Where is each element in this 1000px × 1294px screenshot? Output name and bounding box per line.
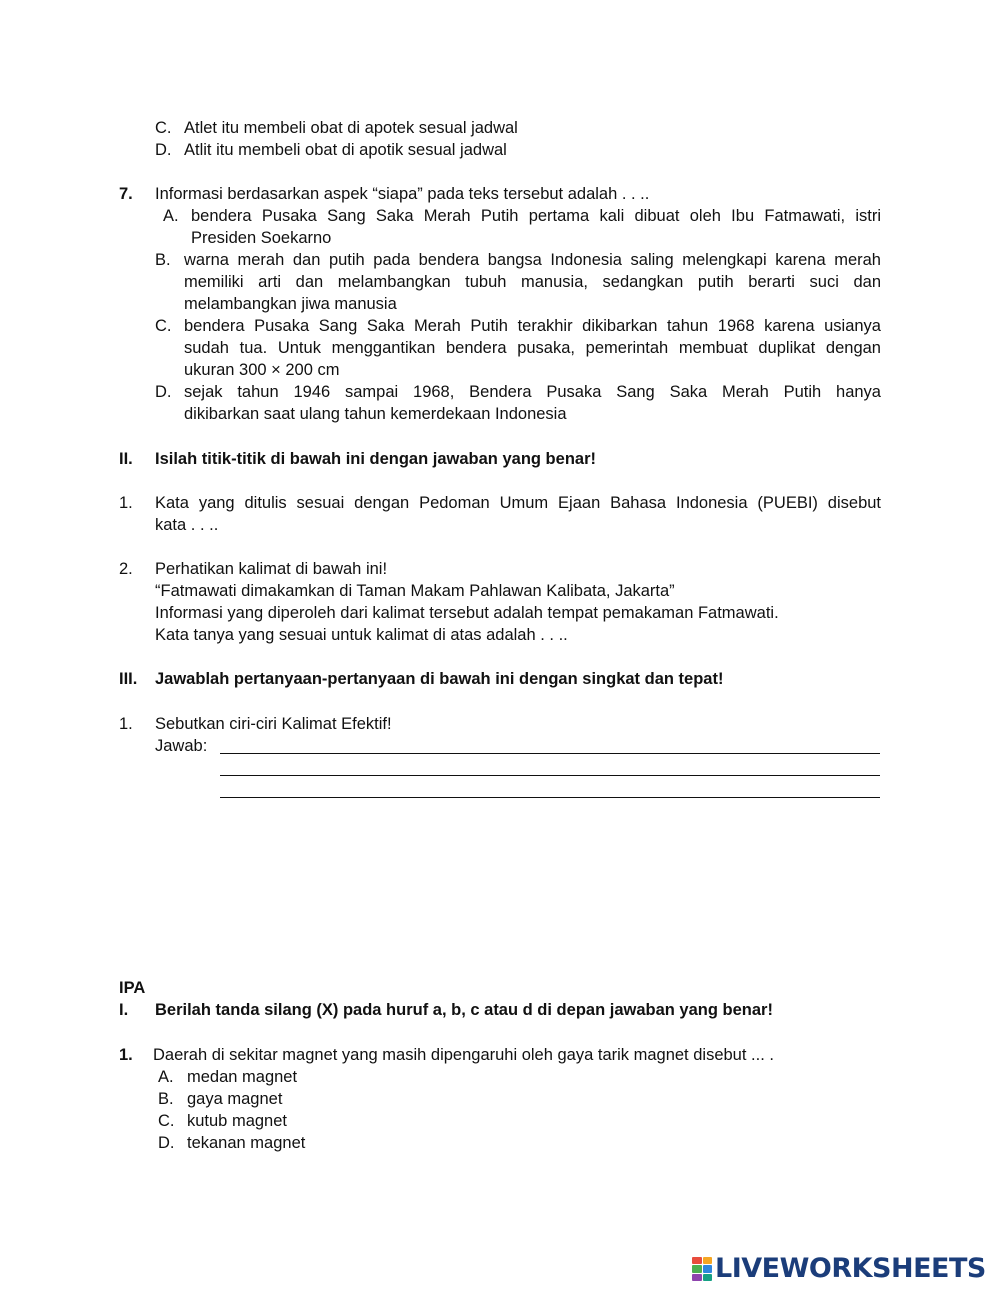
- item-line: “Fatmawati dimakamkan di Taman Makam Pahlawan Kalibata, Jakarta”: [155, 582, 675, 600]
- item-line: Kata tanya yang sesuai untuk kalimat di atas adalah . . ..: [155, 626, 568, 644]
- option-letter: B.: [158, 1090, 174, 1108]
- option-text: Atlet itu membeli obat di apotek sesual jadwal: [184, 119, 518, 137]
- ipa-option-b[interactable]: [0, 1088, 1000, 1110]
- question-number: 1.: [119, 1046, 133, 1064]
- option-line: ukuran 300 × 200 cm: [184, 361, 340, 379]
- section-numeral: III.: [119, 670, 138, 688]
- option-line: warna merah dan putih pada bendera bangsa Indonesia saling melengkapi karena merah: [184, 251, 881, 269]
- liveworksheets-logo[interactable]: [692, 1254, 992, 1284]
- section-numeral: I.: [119, 1001, 129, 1019]
- item-line: Kata yang ditulis sesuai dengan Pedoman Umum Ejaan Bahasa Indonesia (PUEBI) disebut: [155, 494, 881, 512]
- section-ii-heading: [0, 448, 1000, 470]
- option-letter: D.: [158, 1134, 175, 1152]
- option-letter: A.: [158, 1068, 174, 1086]
- option-text: medan magnet: [187, 1068, 298, 1086]
- option-text: gaya magnet: [187, 1090, 283, 1108]
- ipa-section-i-heading: [0, 999, 1000, 1021]
- option-letter: D.: [155, 141, 172, 159]
- item-number: 1.: [119, 494, 133, 512]
- option-text: tekanan magnet: [187, 1134, 306, 1152]
- option-letter: D.: [155, 383, 172, 401]
- ipa-option-d[interactable]: [0, 1132, 1000, 1154]
- question-7: [0, 183, 1000, 205]
- option-line: bendera Pusaka Sang Saka Merah Putih terakhir dikibarkan tahun 1968 karena usianya: [184, 317, 881, 335]
- option-line: memiliki arti dan melambangkan tubuh manusia, sedangkan putih berarti suci dan: [184, 273, 881, 291]
- ipa-question-1: [0, 1044, 1000, 1066]
- section-numeral: II.: [119, 450, 133, 468]
- question-number: 7.: [119, 185, 133, 203]
- subject-heading: IPA: [119, 979, 146, 997]
- item-text: Sebutkan ciri-ciri Kalimat Efektif!: [155, 715, 392, 733]
- item-number: 1.: [119, 715, 133, 733]
- ipa-option-a[interactable]: [0, 1066, 1000, 1088]
- item-number: 2.: [119, 560, 133, 578]
- option-letter: C.: [155, 317, 172, 335]
- option-line: dikibarkan saat ulang tahun kemerdekaan Indonesia: [184, 405, 567, 423]
- question-text: Informasi berdasarkan aspek “siapa” pada teks tersebut adalah . . ..: [155, 185, 650, 203]
- prev-option-d: [0, 139, 1000, 161]
- answer-line-2[interactable]: [220, 775, 880, 776]
- option-line: melambangkan jiwa manusia: [184, 295, 397, 313]
- option-line: sudah tua. Untuk menggantikan bendera pusaka, pemerintah membuat duplikat dengan: [184, 339, 881, 357]
- brand-name: LIVEWORKSHEETS: [715, 1253, 986, 1284]
- section-title: Isilah titik-titik di bawah ini dengan jawaban yang benar!: [155, 450, 596, 468]
- option-letter: B.: [155, 251, 171, 269]
- question-text: Daerah di sekitar magnet yang masih dipengaruhi oleh gaya tarik magnet disebut ... .: [153, 1046, 774, 1064]
- item-line: Informasi yang diperoleh dari kalimat tersebut adalah tempat pemakaman Fatmawati.: [155, 604, 779, 622]
- ipa-option-c[interactable]: [0, 1110, 1000, 1132]
- option-line: sejak tahun 1946 sampai 1968, Bendera Pusaka Sang Saka Merah Putih hanya: [184, 383, 881, 401]
- option-line: bendera Pusaka Sang Saka Merah Putih pertama kali dibuat oleh Ibu Fatmawati, istri: [191, 207, 881, 225]
- item-line: Perhatikan kalimat di bawah ini!: [155, 560, 388, 578]
- logo-grid-icon: [692, 1257, 712, 1281]
- option-line: Presiden Soekarno: [191, 229, 332, 247]
- answer-line-1[interactable]: [220, 753, 880, 754]
- option-letter: C.: [158, 1112, 175, 1130]
- section-title: Berilah tanda silang (X) pada huruf a, b, c atau d di depan jawaban yang benar!: [155, 1001, 773, 1019]
- section-iii-heading: [0, 668, 1000, 690]
- answer-line-3[interactable]: [220, 797, 880, 798]
- option-letter: C.: [155, 119, 172, 137]
- item-line: kata . . ..: [155, 516, 219, 534]
- option-letter: A.: [163, 207, 179, 225]
- section-title: Jawablah pertanyaan-pertanyaan di bawah ini dengan singkat dan tepat!: [155, 670, 724, 688]
- option-text: Atlit itu membeli obat di apotik sesual jadwal: [184, 141, 507, 159]
- answer-label: Jawab:: [155, 737, 208, 755]
- prev-option-c: [0, 117, 1000, 139]
- option-text: kutub magnet: [187, 1112, 287, 1130]
